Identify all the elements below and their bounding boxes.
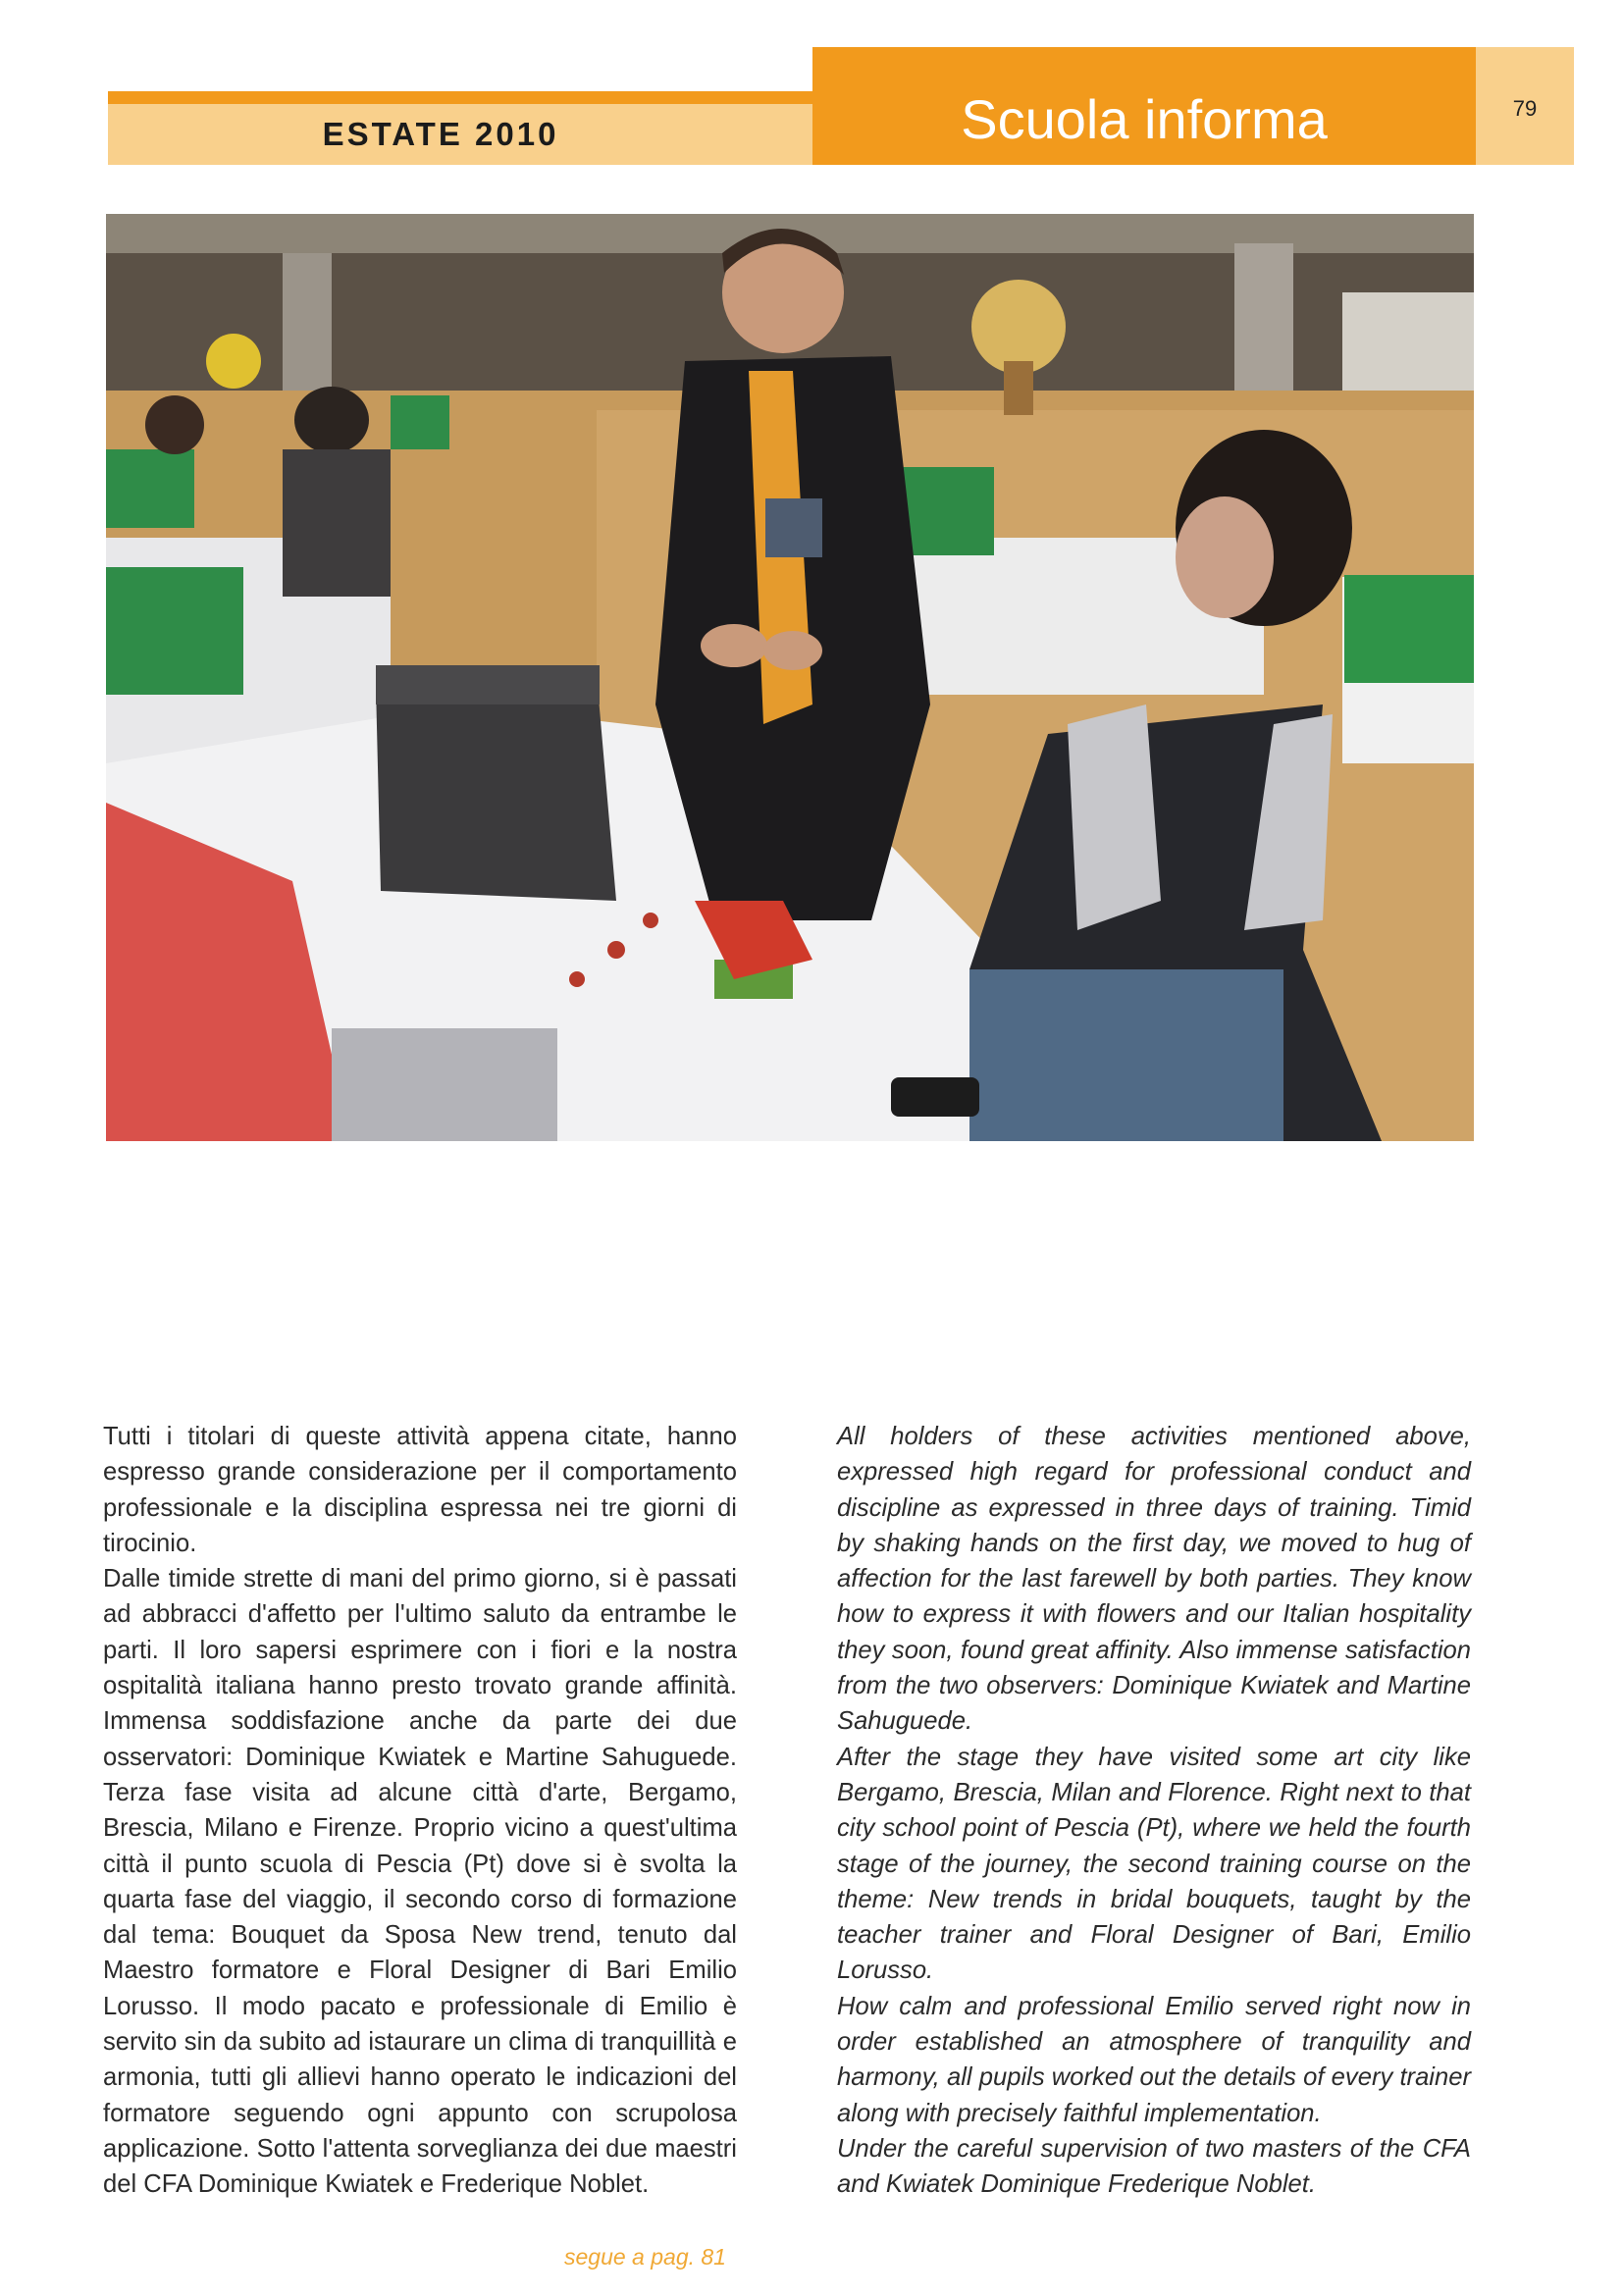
header-section-title: Scuola informa	[961, 88, 1328, 150]
italian-paragraph: Dalle timide strette di mani del primo giorno, si è passati ad abbracci d'affetto per l'ultimo saluto da entrambe le parti. Il loro sapersi esprimere con i fiori e la nostra ospitalità italiana hanno presto trovato grande affinità. Immensa soddisfazione anche da parte dei due osservatori: Dominique Kwiatek e Martine Sahuguede. Terza fase visita ad alcune città d'arte, Bergamo, Brescia, Milano e Firenze. Proprio vicino a quest'ultima città il punto scuola di Pescia (Pt) dove si è svolta la quarta fase del viaggio, il secondo corso di formazione dal tema: Bouquet da Sposa New trend, tenuto dal Maestro formatore e Floral Designer di Bari Emilio Lorusso. Il modo pacato e professionale di Emilio è servito sin da subito ad istaurare un clima di tranquillità e armonia, tutti gli allievi hanno operato le indicazioni del formatore seguendo ogni appunto con scrupolosa applicazione. Sotto l'attenta sorveglianza dei due maestri del CFA Dominique Kwiatek e Frederique Noblet.	[103, 1565, 737, 2199]
article-italian-column	[103, 1419, 737, 2203]
english-paragraph: After the stage they have visited some art city like Bergamo, Brescia, Milan and Florence. Right next to that city school point of Pescia (Pt), where we held the fourth stage of the journey, the second training course on the theme: New trends in bridal bouquets, taught by the teacher trainer and Floral Designer of Bari, Emilio Lorusso.	[837, 1743, 1471, 1985]
photo-workshop-icon	[106, 214, 1474, 1141]
english-paragraph: All holders of these activities mentioned above, expressed high regard for professional conduct and discipline as expressed in three days of training. Timid by shaking hands on the first day, we moved to hug of affection for the last farewell by both parties. They know how to express it with flowers and our Italian hospitality they soon, found great affinity. Also immense satisfaction from the two observers: Dominique Kwiatek and Martine Sahuguede.	[837, 1423, 1471, 1736]
italian-paragraph: Tutti i titolari di queste attività appena citate, hanno espresso grande considerazione per il comportamento professionale e la disciplina espressa nei tre giorni di tirocinio.	[103, 1423, 737, 1557]
header-page-box	[1476, 47, 1574, 165]
article-english-column	[837, 1419, 1471, 2203]
header-season: ESTATE 2010	[322, 116, 559, 152]
article-photo	[106, 214, 1474, 1141]
english-paragraph: How calm and professional Emilio served right now in order established an atmosphere of tranquility and harmony, all pupils worked out the details of every trainer along with precisely faithful implementation.	[837, 1992, 1471, 2127]
continue-note: segue a pag. 81	[564, 2244, 726, 2270]
page-number: 79	[1512, 96, 1538, 121]
header-section-band	[812, 47, 1476, 165]
header-season-band	[108, 104, 812, 165]
english-paragraph: Under the careful supervision of two masters of the CFA and Kwiatek Dominique Frederique Noblet.	[837, 2134, 1471, 2199]
